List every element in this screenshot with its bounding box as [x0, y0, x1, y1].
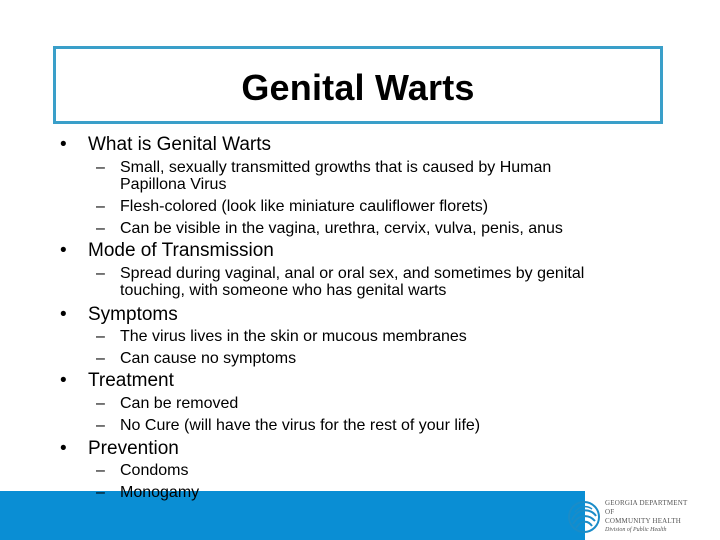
- sub-item: [96, 350, 296, 367]
- sub-dash: –: [96, 328, 105, 345]
- sub-item-text: Small, sexually transmitted growths that is caused by Human Papillona Virus: [120, 159, 552, 193]
- bullet-symptoms: [60, 304, 178, 326]
- sub-item: [96, 198, 488, 215]
- logo-line-1: GEORGIA DEPARTMENT OF: [605, 499, 688, 516]
- bullet-what-is: [60, 134, 271, 156]
- sub-item-text: Flesh-colored (look like miniature cauliflower florets): [120, 198, 489, 215]
- logo-text: [605, 499, 692, 535]
- sub-item-text: Can cause no symptoms: [120, 350, 297, 367]
- sub-dash: –: [96, 395, 105, 412]
- bullet-dot: •: [60, 370, 67, 391]
- bullet-dot: •: [60, 134, 67, 155]
- bullet-heading: What is Genital Warts: [88, 134, 272, 155]
- sub-item: [96, 462, 188, 479]
- sub-dash: –: [96, 265, 105, 282]
- sub-item-text: Condoms: [120, 462, 189, 479]
- sub-item: [96, 395, 238, 412]
- sub-item: [96, 328, 467, 345]
- bullet-mode-of-transmission: [60, 240, 274, 262]
- sub-item-text: The virus lives in the skin or mucous membranes: [120, 328, 467, 345]
- sub-item: [96, 220, 563, 237]
- bullet-heading: Prevention: [88, 438, 179, 459]
- bullet-dot: •: [60, 438, 67, 459]
- logo-line-2: COMMUNITY HEALTH: [605, 517, 681, 525]
- bullet-dot: •: [60, 240, 67, 261]
- logo-line-3: Division of Public Health: [605, 527, 667, 533]
- bullet-prevention: [60, 438, 179, 460]
- sub-item-text: Can be removed: [120, 395, 239, 412]
- sub-dash: –: [96, 198, 105, 215]
- sub-dash: –: [96, 417, 105, 434]
- sub-dash: –: [96, 350, 105, 367]
- sub-item-text: No Cure (will have the virus for the rest of your life): [120, 417, 481, 434]
- sub-item-text: Spread during vaginal, anal or oral sex, and sometimes by genital touching, with someone who has genital warts: [120, 265, 585, 299]
- sub-item-text: Monogamy: [120, 484, 200, 501]
- sub-item-text: Can be visible in the vagina, urethra, cervix, vulva, penis, anus: [120, 220, 563, 237]
- bullet-heading: Treatment: [88, 370, 174, 391]
- sub-dash: –: [96, 484, 105, 501]
- sub-item: [96, 159, 620, 193]
- sub-item: [96, 417, 480, 434]
- sub-dash: –: [96, 462, 105, 479]
- sub-item: [96, 265, 625, 299]
- bullet-dot: •: [60, 304, 67, 325]
- bullet-heading: Symptoms: [88, 304, 178, 325]
- bullet-heading: Mode of Transmission: [88, 240, 274, 261]
- globe-swirl-icon: [567, 500, 601, 534]
- sub-dash: –: [96, 220, 105, 237]
- dch-logo: [567, 498, 692, 536]
- slide-title: Genital Warts: [241, 67, 475, 108]
- sub-dash: –: [96, 159, 105, 176]
- bullet-treatment: [60, 370, 174, 392]
- sub-item: [96, 484, 199, 501]
